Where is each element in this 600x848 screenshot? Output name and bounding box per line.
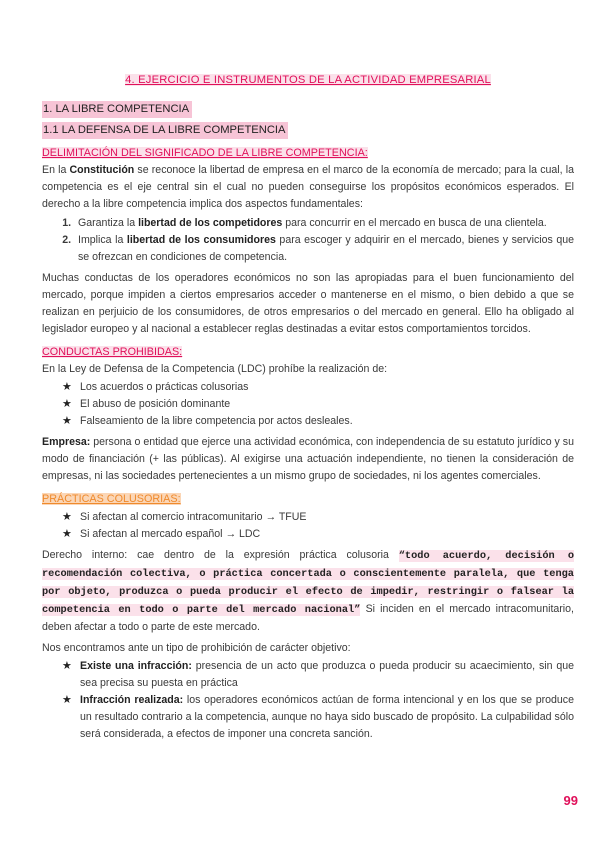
list-item: ★ Infracción realizada: los operadores económicos actúan de forma intencional y en los que se produce un resultado contrario a la competencia, aunque no haya sido buscado de propósito. La culpabilidad sólo será considerada, a efectos de imponer una concreta sanción. <box>62 694 574 740</box>
practicas-list <box>42 509 574 543</box>
conductas-list <box>42 379 574 430</box>
delimitacion-heading: DELIMITACIÓN DEL SIGNIFICADO DE LA LIBRE COMPETENCIA: <box>42 147 368 159</box>
list-item: ★ Si afectan al comercio intracomunitario → TFUE <box>62 509 574 526</box>
star-icon: ★ <box>62 694 72 706</box>
star-icon: ★ <box>62 660 72 672</box>
subsection-heading: 1.1 LA DEFENSA DE LA LIBRE COMPETENCIA <box>42 122 288 139</box>
list-item: 1. Garantiza la libertad de los competidores para concurrir en el mercado en busca de una clientela. <box>74 215 574 232</box>
conductas-intro: En la Ley de Defensa de la Competencia (LDC) prohíbe la realización de: <box>42 363 388 375</box>
list-item: ★ Falseamiento de la libre competencia por actos desleales. <box>62 413 574 430</box>
list-item: ★ Existe una infracción: presencia de un acto que produzca o pueda producir su acaecimiento, sin que sea precisa su puesta en práctica <box>62 660 574 689</box>
chapter-title <box>42 72 574 89</box>
practicas-paragraph-1: Derecho interno: cae dentro de la expresión práctica colusoria “todo acuerdo, decisión o recomendación colectiva, o práctica concertada o conscientemente paralela, que tenga por objeto, produzca o pueda producir el efecto de impedir, restringir o falsear la competencia en todo o parte del mercado nacional” Si inciden en el mercado intracomunitario, deben afectar a todo o parte de este mercado. <box>42 549 574 633</box>
list-item: ★ Los acuerdos o prácticas colusorias <box>62 379 574 396</box>
legal-quote: “todo acuerdo, decisión o recomendación colectiva, o práctica concertada o conscientemente paralela, que tenga por objeto, produzca o pueda producir el efecto de impedir, restringir o falsear la competencia en todo o parte del mercado nacional” <box>42 550 574 616</box>
infraccion-list <box>42 658 574 743</box>
document-page <box>42 72 574 747</box>
star-icon: ★ <box>62 528 72 540</box>
aspectos-list <box>42 215 574 266</box>
star-icon: ★ <box>62 511 72 523</box>
section-heading: 1. LA LIBRE COMPETENCIA <box>42 101 192 118</box>
star-icon: ★ <box>62 398 72 410</box>
list-item: 2. Implica la libertad de los consumidores para escoger y adquirir en el mercado, bienes y servicios que se ofrezcan en condiciones de competencia. <box>74 232 574 266</box>
chapter-title-text: 4. EJERCICIO E INSTRUMENTOS DE LA ACTIVIDAD EMPRESARIAL <box>125 74 491 86</box>
list-item: ★ El abuso de posición dominante <box>62 396 574 413</box>
star-icon: ★ <box>62 415 72 427</box>
page-number: 99 <box>563 793 578 808</box>
list-item: ★ Si afectan al mercado español → LDC <box>62 526 574 543</box>
practicas-paragraph-2: Nos encontramos ante un tipo de prohibición de carácter objetivo: <box>42 642 351 654</box>
empresa-definition: Empresa: persona o entidad que ejerce una actividad económica, con independencia de su estatuto jurídico y su modo de financiación (+ las públicas). Al exigirse una actuación independiente, no tienen la consideración de empresas, ni las sociedades pertenecientes a un mismo grupo de sociedades, ni los agentes comerciales. <box>42 436 574 482</box>
conductas-heading: CONDUCTAS PROHIBIDAS: <box>42 346 183 358</box>
practicas-heading: PRÁCTICAS COLUSORIAS: <box>42 493 181 505</box>
star-icon: ★ <box>62 381 72 393</box>
delimitacion-paragraph-2: Muchas conductas de los operadores económicos no son las apropiadas para el buen funcionamiento del mercado, porque impiden a ciertos empresarios acceder o mantenerse en el mismo, o bien debido a que se realizan en perjuicio de los consumidores, de otros empresarios o del mercado en general. Ello ha obligado al legislador europeo y al nacional a establecer reglas destinadas a evitar estos comportamientos torcidos. <box>42 272 574 335</box>
delimitacion-paragraph-1: En la Constitución se reconoce la libertad de empresa en el marco de la economía de mercado; para la cual, la competencia es el eje central sin el cual no pueden conseguirse los propósitos económicos esperados. El derecho a la libre competencia implica dos aspectos fundamentales: <box>42 164 574 210</box>
